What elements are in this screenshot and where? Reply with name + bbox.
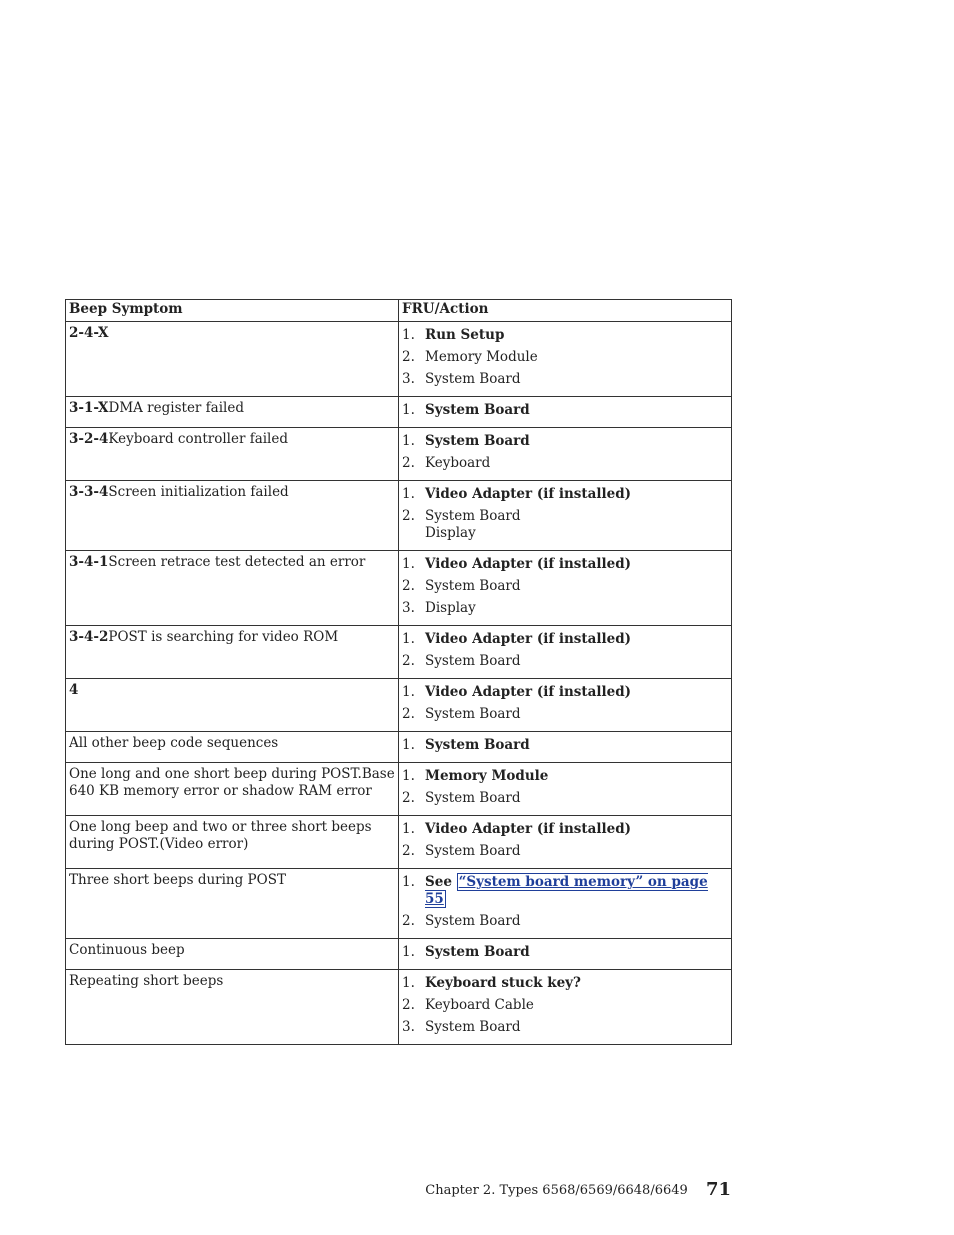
item-text-wrapper bbox=[425, 402, 728, 419]
item-text-wrapper bbox=[425, 843, 728, 860]
beep-description: Screen retrace test detected an error bbox=[108, 554, 366, 570]
beep-symptom-cell bbox=[66, 869, 399, 939]
fru-action-list bbox=[402, 556, 728, 617]
item-text-wrapper bbox=[425, 600, 728, 617]
fru-action-item bbox=[402, 433, 728, 450]
fru-action-item bbox=[402, 706, 728, 723]
beep-code: 3-4-2 bbox=[69, 629, 109, 645]
beep-description: Continuous beep bbox=[69, 942, 185, 958]
table-row bbox=[66, 322, 732, 397]
fru-action-cell bbox=[399, 816, 732, 869]
beep-symptom-cell bbox=[66, 939, 399, 970]
item-number: 2. bbox=[402, 997, 415, 1013]
table-row bbox=[66, 428, 732, 481]
table-row bbox=[66, 970, 732, 1045]
item-text: System Board bbox=[425, 706, 521, 722]
beep-code: 4 bbox=[69, 682, 79, 698]
item-number: 1. bbox=[402, 433, 415, 449]
fru-action-item bbox=[402, 944, 728, 961]
beep-code: 3-4-1 bbox=[69, 554, 109, 570]
item-number: 2. bbox=[402, 706, 415, 722]
column-header-fru-action: FRU/Action bbox=[399, 300, 732, 322]
system-board-memory-link[interactable]: “System board memory” on page 55 bbox=[425, 874, 708, 907]
fru-action-item bbox=[402, 1019, 728, 1036]
item-text-wrapper bbox=[425, 556, 728, 573]
item-number: 1. bbox=[402, 486, 415, 502]
beep-description: One long and one short beep during POST.Base 640 KB memory error or shadow RAM error bbox=[69, 766, 395, 799]
item-text-wrapper bbox=[425, 327, 728, 344]
table-row bbox=[66, 481, 732, 551]
item-text: Video Adapter (if installed) bbox=[425, 821, 632, 837]
item-text: Keyboard stuck key? bbox=[425, 975, 581, 991]
beep-symptom-cell bbox=[66, 626, 399, 679]
item-text: See bbox=[425, 874, 457, 890]
fru-action-item bbox=[402, 975, 728, 992]
beep-symptom-cell bbox=[66, 322, 399, 397]
item-text-wrapper bbox=[425, 1019, 728, 1036]
fru-action-cell bbox=[399, 322, 732, 397]
item-number: 1. bbox=[402, 975, 415, 991]
item-number: 1. bbox=[402, 402, 415, 418]
fru-action-item bbox=[402, 684, 728, 701]
beep-symptom-cell bbox=[66, 428, 399, 481]
item-text-wrapper bbox=[425, 433, 728, 450]
fru-action-item bbox=[402, 486, 728, 503]
item-text: System Board bbox=[425, 1019, 521, 1035]
table-row bbox=[66, 816, 732, 869]
fru-action-list bbox=[402, 327, 728, 388]
fru-action-item bbox=[402, 997, 728, 1014]
table-header-row bbox=[66, 300, 732, 322]
table-row bbox=[66, 626, 732, 679]
item-text: Display bbox=[425, 600, 476, 616]
item-text: System Board bbox=[425, 653, 521, 669]
table-body bbox=[66, 322, 732, 1045]
item-text-wrapper bbox=[425, 768, 728, 785]
beep-description: All other beep code sequences bbox=[69, 735, 279, 751]
fru-action-item bbox=[402, 402, 728, 419]
item-text: System Board bbox=[425, 578, 521, 594]
beep-description: DMA register failed bbox=[108, 400, 244, 416]
item-number: 1. bbox=[402, 874, 415, 890]
table-row bbox=[66, 397, 732, 428]
table-row bbox=[66, 939, 732, 970]
item-text-wrapper bbox=[425, 371, 728, 388]
fru-action-cell bbox=[399, 626, 732, 679]
fru-action-list bbox=[402, 631, 728, 670]
fru-action-item bbox=[402, 913, 728, 930]
fru-action-cell bbox=[399, 481, 732, 551]
fru-action-item bbox=[402, 600, 728, 617]
item-number: 1. bbox=[402, 768, 415, 784]
page-number: 71 bbox=[705, 1179, 731, 1200]
fru-action-item bbox=[402, 455, 728, 472]
fru-action-item bbox=[402, 578, 728, 595]
item-number: 2. bbox=[402, 790, 415, 806]
item-text-wrapper bbox=[425, 706, 728, 723]
item-number: 1. bbox=[402, 944, 415, 960]
beep-symptom-cell bbox=[66, 397, 399, 428]
item-text-wrapper bbox=[425, 790, 728, 807]
fru-action-item bbox=[402, 768, 728, 785]
item-text: System Board bbox=[425, 843, 521, 859]
item-text: Video Adapter (if installed) bbox=[425, 631, 632, 647]
item-number: 2. bbox=[402, 508, 415, 524]
item-text: Run Setup bbox=[425, 327, 505, 343]
beep-symptom-cell bbox=[66, 732, 399, 763]
item-number: 3. bbox=[402, 1019, 415, 1035]
item-text-wrapper bbox=[425, 821, 728, 838]
beep-symptom-cell bbox=[66, 970, 399, 1045]
item-number: 3. bbox=[402, 600, 415, 616]
item-number: 1. bbox=[402, 684, 415, 700]
fru-action-list bbox=[402, 737, 728, 754]
item-text-wrapper bbox=[425, 631, 728, 648]
item-text: Video Adapter (if installed) bbox=[425, 556, 632, 572]
beep-code: 3-2-4 bbox=[69, 431, 109, 447]
item-text: System Board bbox=[425, 790, 521, 806]
fru-action-cell bbox=[399, 397, 732, 428]
fru-action-cell bbox=[399, 763, 732, 816]
table-row bbox=[66, 679, 732, 732]
item-text: Memory Module bbox=[425, 349, 538, 365]
fru-action-item bbox=[402, 821, 728, 838]
beep-description: One long beep and two or three short beeps during POST.(Video error) bbox=[69, 819, 372, 852]
fru-action-item bbox=[402, 327, 728, 344]
item-text-wrapper bbox=[425, 975, 728, 992]
fru-action-list bbox=[402, 486, 728, 542]
table-row bbox=[66, 732, 732, 763]
item-number: 2. bbox=[402, 455, 415, 471]
item-text: Keyboard Cable bbox=[425, 997, 534, 1013]
item-text: System Board bbox=[425, 737, 530, 753]
item-text: System Board bbox=[425, 508, 521, 524]
item-text-wrapper bbox=[425, 684, 728, 701]
item-number: 2. bbox=[402, 913, 415, 929]
fru-action-item bbox=[402, 631, 728, 648]
item-text-wrapper bbox=[425, 578, 728, 595]
fru-action-item bbox=[402, 843, 728, 860]
chapter-title: Chapter 2. Types 6568/6569/6648/6649 bbox=[425, 1183, 688, 1198]
fru-action-list bbox=[402, 821, 728, 860]
fru-action-item bbox=[402, 556, 728, 573]
beep-code: 3-3-4 bbox=[69, 484, 109, 500]
beep-description: POST is searching for video ROM bbox=[108, 629, 339, 645]
fru-action-item bbox=[402, 790, 728, 807]
item-text: Video Adapter (if installed) bbox=[425, 486, 632, 502]
item-number: 1. bbox=[402, 556, 415, 572]
item-subtext: Display bbox=[425, 525, 476, 541]
fru-action-list bbox=[402, 944, 728, 961]
item-text: System Board bbox=[425, 433, 530, 449]
fru-action-item bbox=[402, 653, 728, 670]
fru-action-list bbox=[402, 402, 728, 419]
item-text-wrapper bbox=[425, 653, 728, 670]
item-text-wrapper bbox=[425, 737, 728, 754]
item-number: 2. bbox=[402, 843, 415, 859]
item-number: 1. bbox=[402, 327, 415, 343]
fru-action-cell bbox=[399, 939, 732, 970]
item-text-wrapper bbox=[425, 997, 728, 1014]
item-text: Memory Module bbox=[425, 768, 549, 784]
item-text: System Board bbox=[425, 913, 521, 929]
table-row bbox=[66, 551, 732, 626]
fru-action-list bbox=[402, 433, 728, 472]
item-text-wrapper bbox=[425, 349, 728, 366]
item-text-wrapper bbox=[425, 944, 728, 961]
item-text-wrapper bbox=[425, 508, 728, 542]
item-text: Keyboard bbox=[425, 455, 491, 471]
beep-symptom-cell bbox=[66, 551, 399, 626]
beep-symptom-table bbox=[65, 299, 732, 1045]
table-row bbox=[66, 869, 732, 939]
beep-description: Keyboard controller failed bbox=[108, 431, 289, 447]
fru-action-list bbox=[402, 768, 728, 807]
item-text-wrapper bbox=[425, 913, 728, 930]
item-number: 2. bbox=[402, 653, 415, 669]
fru-action-item bbox=[402, 508, 728, 542]
fru-action-cell bbox=[399, 970, 732, 1045]
beep-symptom-cell bbox=[66, 763, 399, 816]
item-number: 2. bbox=[402, 578, 415, 594]
item-number: 1. bbox=[402, 631, 415, 647]
item-text: System Board bbox=[425, 944, 530, 960]
fru-action-item bbox=[402, 371, 728, 388]
beep-symptom-cell bbox=[66, 679, 399, 732]
beep-symptom-cell bbox=[66, 481, 399, 551]
fru-action-item bbox=[402, 349, 728, 366]
fru-action-list bbox=[402, 874, 728, 930]
item-number: 2. bbox=[402, 349, 415, 365]
beep-description: Repeating short beeps bbox=[69, 973, 224, 989]
beep-description: Three short beeps during POST bbox=[69, 872, 286, 888]
fru-action-item bbox=[402, 874, 728, 908]
fru-action-cell bbox=[399, 428, 732, 481]
column-header-beep-symptom: Beep Symptom bbox=[66, 300, 399, 322]
item-text: System Board bbox=[425, 371, 521, 387]
fru-action-cell bbox=[399, 679, 732, 732]
fru-action-cell bbox=[399, 732, 732, 763]
fru-action-cell bbox=[399, 869, 732, 939]
page-footer bbox=[425, 1178, 731, 1199]
item-text: Video Adapter (if installed) bbox=[425, 684, 632, 700]
fru-action-list bbox=[402, 684, 728, 723]
item-number: 3. bbox=[402, 371, 415, 387]
item-text: System Board bbox=[425, 402, 530, 418]
item-number: 1. bbox=[402, 821, 415, 837]
beep-code: 3-1-X bbox=[69, 400, 109, 416]
fru-action-cell bbox=[399, 551, 732, 626]
item-text-wrapper bbox=[425, 874, 728, 908]
table-row bbox=[66, 763, 732, 816]
item-number: 1. bbox=[402, 737, 415, 753]
beep-description: Screen initialization failed bbox=[108, 484, 289, 500]
item-text-wrapper bbox=[425, 486, 728, 503]
fru-action-item bbox=[402, 737, 728, 754]
beep-code: 2-4-X bbox=[69, 325, 109, 341]
fru-action-list bbox=[402, 975, 728, 1036]
beep-symptom-cell bbox=[66, 816, 399, 869]
item-text-wrapper bbox=[425, 455, 728, 472]
